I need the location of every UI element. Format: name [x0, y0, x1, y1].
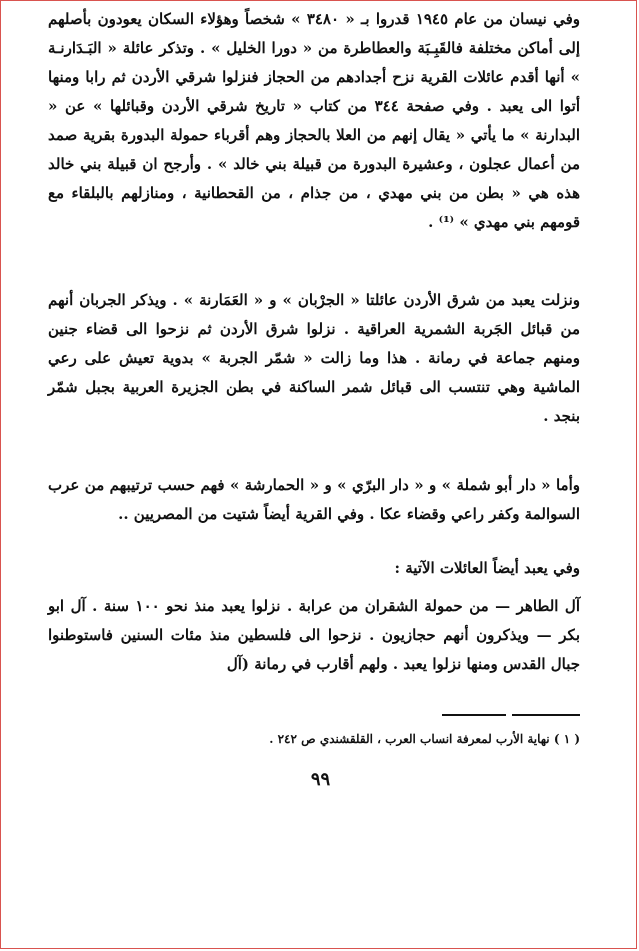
paragraph-families-intro: وفي يعبد أيضاً العائلات الآتية : — [394, 559, 580, 577]
page-number: ٩٩ — [310, 769, 331, 790]
paragraph-family-list: آل الطاهر — من حمولة الشقران من عرابة . نزلوا يعبد منذ نحو ١٠٠ سنة . آل ابو بكر — ويذكرون أنهم حجازيون . نزحوا الى فلسطين منذ مئات السنين فاستوطنوا جبال القدس ومنها نزلوا يعبد . ولهم أقارب في رمانة (آل — [48, 597, 581, 673]
paragraph-population-and-origins: وفي نيسان من عام ١٩٤٥ قدروا بـ « ٣٤٨٠ » شخصاً وهؤلاء السكان يعودون بأصلهم إلى أماكن مختلفة فالقَبِـبَة والعطاطرة من « دورا الخليل » . وتذكر عائلة « البَـدَارنـة » أنها أقدم عائلات القرية نزح أجدادهم من الحجاز فنزلوا شرقي الأردن ثم رابا ومنها أتوا الى يعبد . وفي صفحة ٣٤٤ من كتاب « تاريخ شرقي الأردن وقبائلها » عن « البدارنة » ما يأتي « يقال إنهم من العلا بالحجاز وهم أقرباء حمولة البدورة بقرية صمد من أعمال عجلون ، وعشيرة البدورة من قبيلة بني خالد » . وأرجح ان قبيلة بني خالد هذه هي « بطن من بني مهدي ، من جذام ، من القحطانية ، ومنازلهم بالبلقاء مع قومهم بني مهدي » ⁽¹⁾ . — [48, 10, 580, 231]
footnote: ( ١ ) نهاية الأرب لمعرفة انساب العرب ، القلقشندي ص ٢٤٢ . — [269, 732, 580, 746]
paragraph-other-families: وأما « دار أبو شملة » و « دار البرّي » و « الحمارشة » فهم حسب ترتيبهم من عرب السوالمة وكفر راعي وقضاء عكا . وفي القرية أيضاً شتيت من المصريين .. — [48, 476, 580, 523]
paragraph-jarban-and-amarna: ونزلت يعبد من شرق الأردن عائلتا « الجرْبان » و « العَمَارنة » . ويذكر الجربان أنهم من قبائل الجَربة الشمرية العراقية . نزلوا شرق الأردن ثم نزحوا الى قضاء جنين ومنهم جماعة في رمانة . هذا وما زالت « شمّر الجربة » بدوية تعيش على رعي الماشية وهي تنتسب الى قبائل شمر الساكنة في بطن الجزيرة العربية بجبل شمّر بنجد . — [48, 291, 580, 425]
footnote-rule-left — [442, 714, 506, 716]
footnote-rule-right — [512, 714, 580, 716]
